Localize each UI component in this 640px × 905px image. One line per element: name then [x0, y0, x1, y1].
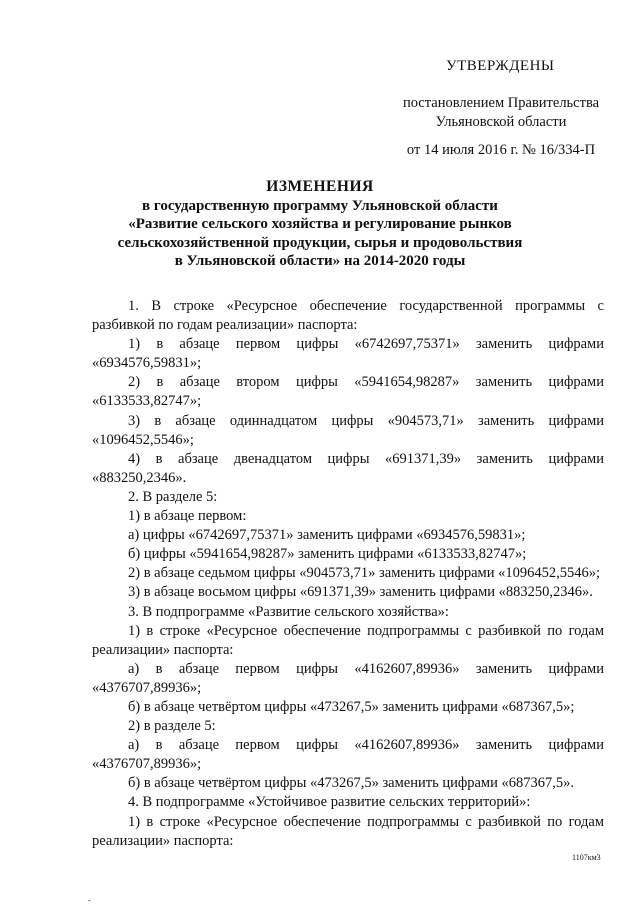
approval-heading: УТВЕРЖДЕНЫ: [446, 58, 555, 74]
approval-block: [396, 94, 606, 160]
document-body: [92, 297, 604, 851]
paragraph: 1) в абзаце первом:: [128, 508, 247, 525]
title-line-1: в государственную программу Ульяновской области: [142, 197, 498, 214]
title-main: ИЗМЕНЕНИЯ: [266, 178, 374, 195]
scan-mark: -: [88, 896, 91, 905]
paragraph: 4. В подпрограмме «Устойчивое развитие сельских территорий»:: [128, 794, 531, 811]
paragraph: 1) в строке «Ресурсное обеспечение подпрограммы с разбивкой по годам реализации» паспорта:: [92, 813, 604, 849]
paragraph: а) цифры «6742697,75371» заменить цифрами «6934576,59831»;: [128, 527, 526, 544]
paragraph: 2) в абзаце седьмом цифры «904573,71» заменить цифрами «1096452,5546»;: [128, 565, 600, 582]
paragraph: 3. В подпрограмме «Развитие сельского хозяйства»:: [128, 603, 449, 620]
paragraph: 2. В разделе 5:: [128, 488, 218, 505]
paragraph: 3) в абзаце одиннадцатом цифры «904573,71» заменить цифрами «1096452,5546»;: [92, 412, 604, 448]
paragraph: 4) в абзаце двенадцатом цифры «691371,39» заменить цифрами «883250,2346».: [92, 450, 604, 486]
title-line-3: сельскохозяйственной продукции, сырья и продовольствия: [117, 234, 523, 251]
title-line-4: в Ульяновской области» на 2014-2020 годы: [174, 253, 466, 269]
paragraph: 1) в строке «Ресурсное обеспечение подпрограммы с разбивкой по годам реализации» паспорта:: [92, 622, 604, 658]
paragraph: а) в абзаце первом цифры «4162607,89936» заменить цифрами «4376707,89936»;: [92, 660, 604, 696]
paragraph: а) в абзаце первом цифры «4162607,89936» заменить цифрами «4376707,89936»;: [92, 737, 604, 773]
approval-line-2: Ульяновской области: [435, 114, 567, 130]
document-title: [64, 178, 576, 271]
paragraph: б) цифры «5941654,98287» заменить цифрами «6133533,82747»;: [128, 546, 527, 563]
paragraph: 2) в разделе 5:: [128, 718, 216, 735]
page-code: 1107км3: [572, 853, 601, 862]
paragraph: 2) в абзаце втором цифры «5941654,98287» заменить цифрами «6133533,82747»;: [92, 374, 604, 410]
approval-line-1: постановлением Правительства: [402, 95, 600, 111]
title-line-2: «Развитие сельского хозяйства и регулирование рынков: [128, 216, 512, 232]
paragraph: б) в абзаце четвёртом цифры «473267,5» заменить цифрами «687367,5».: [128, 775, 574, 792]
paragraph: б) в абзаце четвёртом цифры «473267,5» заменить цифрами «687367,5»;: [128, 698, 575, 715]
paragraph: 3) в абзаце восьмом цифры «691371,39» заменить цифрами «883250,2346».: [128, 584, 593, 601]
paragraph: 1. В строке «Ресурсное обеспечение государственной программы с разбивкой по годам реализации» паспорта:: [92, 298, 604, 334]
approval-line-3: от 14 июля 2016 г. № 16/334-П: [406, 142, 596, 158]
paragraph: 1) в абзаце первом цифры «6742697,75371» заменить цифрами «6934576,59831»;: [92, 336, 604, 372]
